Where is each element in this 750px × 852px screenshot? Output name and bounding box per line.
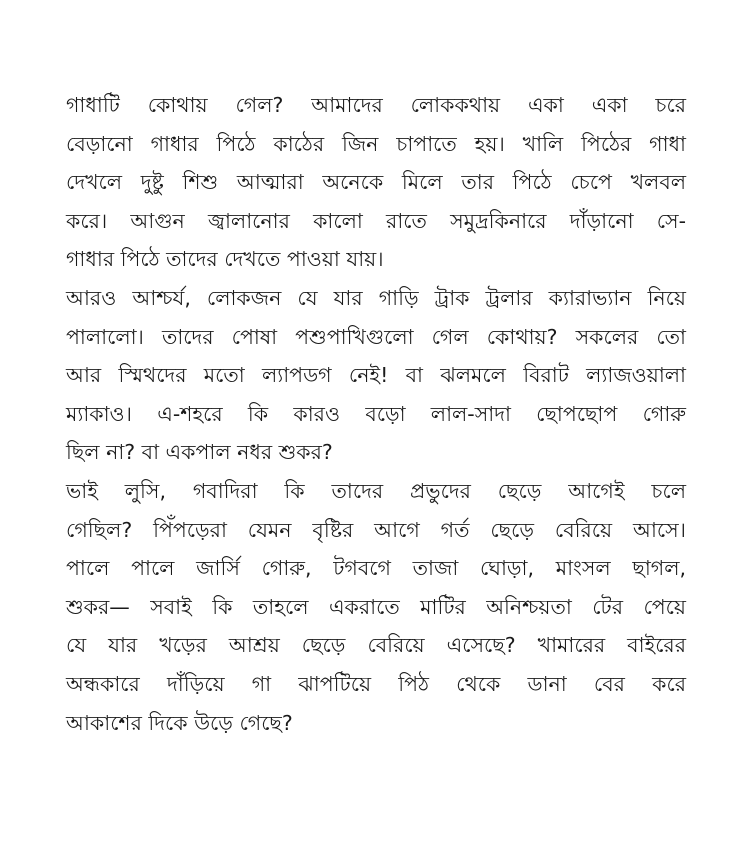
- text-line: গেছিল? পিঁপড়েরা যেমন বৃষ্টির আগে গর্ত ছেড়ে বেরিয়ে আসে।: [66, 517, 686, 542]
- body-text: [66, 86, 686, 742]
- text-line: করে। আগুন জ্বালানোর কালো রাতে সমুদ্রকিনারে দাঁড়ানো সে-: [66, 208, 686, 233]
- text-line: আকাশের দিকে উড়ে গেছে?: [66, 710, 293, 735]
- text-line: ভাই লুসি, গবাদিরা কি তাদের প্রভুদের ছেড়ে আগেই চলে: [66, 478, 686, 503]
- text-line: বেড়ানো গাধার পিঠে কাঠের জিন চাপাতে হয়। খালি পিঠের গাধা: [66, 131, 686, 156]
- text-line: যে যার খড়ের আশ্রয় ছেড়ে বেরিয়ে এসেছে? খামারের বাইরের: [66, 633, 686, 658]
- text-line: ম্যাকাও। এ-শহরে কি কারও বড়ো লাল-সাদা ছোপছোপ গোরু: [66, 401, 686, 426]
- text-line: ছিল না? বা একপাল নধর শুকর?: [66, 440, 333, 465]
- text-line: আরও আশ্চর্য, লোকজন যে যার গাড়ি ট্রাক ট্রলার ক্যারাভ্যান নিয়ে: [66, 285, 686, 310]
- text-line: গাধার পিঠে তাদের দেখতে পাওয়া যায়।: [66, 247, 384, 272]
- text-line: দেখলে দুষ্টু শিশু আত্মারা অনেকে মিলে তার পিঠে চেপে খলবল: [66, 170, 686, 195]
- text-line: গাধাটি কোথায় গেল? আমাদের লোককথায় একা একা চরে: [66, 93, 686, 117]
- text-line: শুকর— সবাই কি তাহলে একরাতে মাটির অনিশ্চয়তা টের পেয়ে: [66, 594, 686, 619]
- text-line: পালালো। তাদের পোষা পশুপাখিগুলো গেল কোথায়? সকলের তো: [66, 324, 686, 349]
- text-line: অন্ধকারে দাঁড়িয়ে গা ঝাপটিয়ে পিঠ থেকে ডানা বের করে: [66, 671, 686, 696]
- text-line: পালে পালে জার্সি গোরু, টগবগে তাজা ঘোড়া, মাংসল ছাগল,: [66, 556, 686, 581]
- text-line: আর স্মিথদের মতো ল্যাপডগ নেই! বা ঝলমলে বিরাট ল্যাজওয়ালা: [66, 363, 686, 388]
